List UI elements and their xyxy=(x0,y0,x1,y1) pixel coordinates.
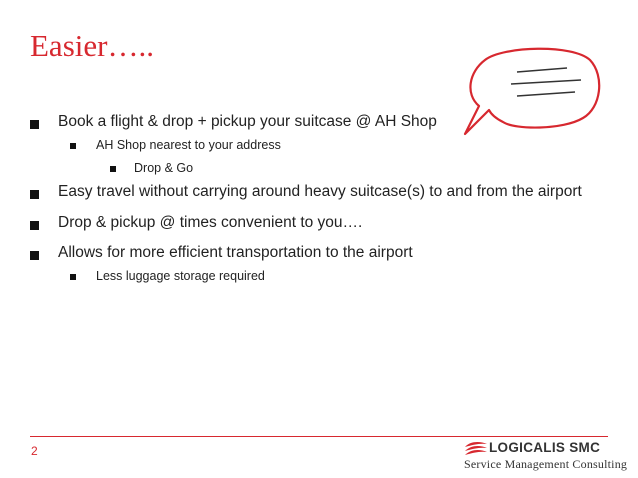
bullet-text: Allows for more efficient transportation to the airport xyxy=(58,244,413,261)
logo-name: LOGICALIS SMC xyxy=(489,440,601,455)
bullet-marker xyxy=(30,120,39,129)
bullet-marker xyxy=(30,251,39,260)
page-number: 2 xyxy=(31,444,38,458)
logo-tagline: Service Management Consulting xyxy=(464,457,628,471)
speech-bubble-icon xyxy=(455,38,605,148)
bullet-marker xyxy=(30,221,39,230)
bullet-marker xyxy=(70,274,76,280)
logo-swoosh-icon xyxy=(464,439,488,457)
bullet-text: Drop & pickup @ times convenient to you…. xyxy=(58,214,363,231)
sub-bullet-text: AH Shop nearest to your address xyxy=(96,138,281,152)
sub-bullet-text: Less luggage storage required xyxy=(96,269,265,283)
bullet-marker xyxy=(110,166,116,172)
sub-sub-bullet-text: Drop & Go xyxy=(134,161,194,175)
bullet-text: Easy travel without carrying around heavy suitcase(s) to and from the airport xyxy=(58,183,582,200)
bullet-text: Book a flight & drop + pickup your suitcase @ AH Shop xyxy=(58,113,437,130)
slide-title: Easier….. xyxy=(30,28,154,63)
bullet-marker xyxy=(70,143,76,149)
footer-divider xyxy=(30,436,608,437)
bullet-marker xyxy=(30,190,39,199)
company-logo xyxy=(464,438,628,474)
